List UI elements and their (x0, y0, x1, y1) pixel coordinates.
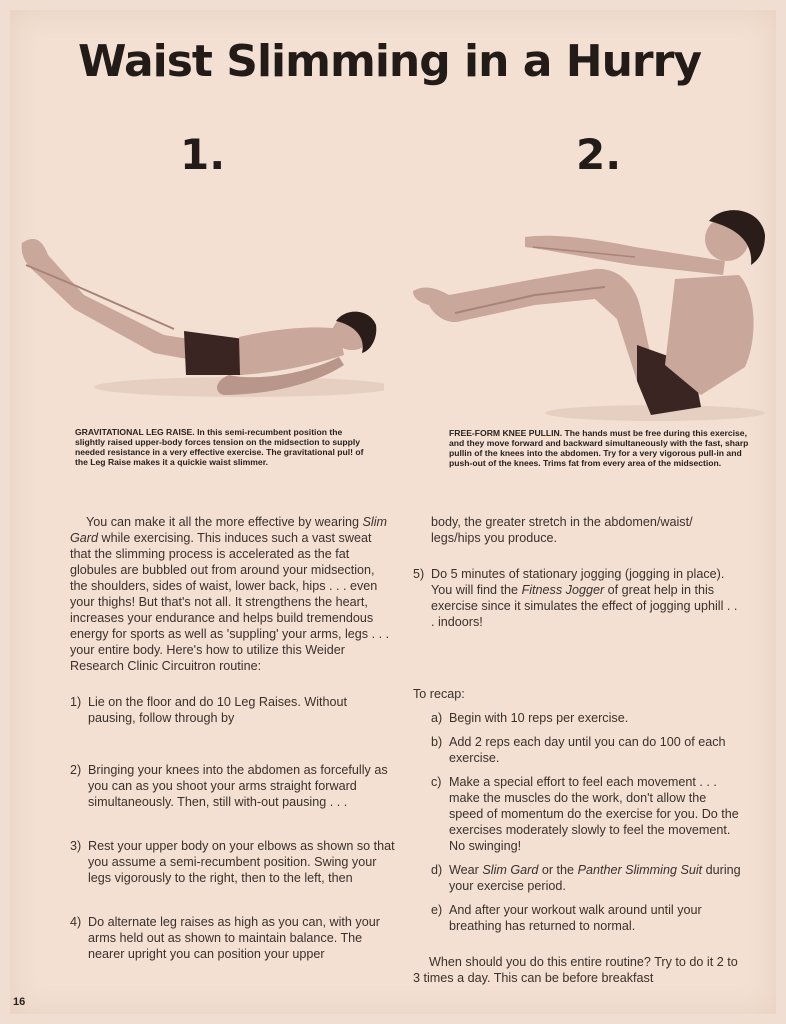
product-panther-suit: Panther Slimming Suit (577, 863, 703, 877)
exercise-number-2: 2. (576, 130, 622, 179)
recap-c: c) Make a special effort to feel each movement . . . make the muscles do the work, don't allow the speed of momentum do the exercise for you. Do the exercises moderately slowly to feel the movement. No swinging! (431, 775, 739, 853)
recap-list (413, 710, 743, 934)
intro-paragraph: You can make it all the more effective by wearing Slim Gard while exercising. This induces such a vast sweat that the slimming process is accelerated as the fat globules are bubbled out from around your midsection, the shoulders, sides of waist, lower back, hips . . . even your thighs! But that's not all. It strengthens the heart, increases your endurance and helps build tremendous energy for sports as well as 'suppling' your arms, legs . . . your entire body. Here's how to utilize this Weider Research Clinic Circuitron routine: (70, 515, 390, 673)
knee-pullin-photo (405, 195, 775, 425)
right-column (413, 514, 743, 986)
product-slim-gard: Slim Gard (70, 515, 388, 545)
step-3: 3) Rest your upper body on your elbows as shown so that you assume a semi-recumbent position. Swing your legs vigorously to the right, then to the left, then (70, 839, 395, 885)
product-slim-gard-2: Slim Gard (482, 863, 539, 877)
recap-heading: To recap: (413, 687, 465, 701)
recap-a: a) Begin with 10 reps per exercise. (431, 711, 629, 725)
left-column (70, 514, 395, 962)
step-2: 2) Bringing your knees into the abdomen as forcefully as you can as you shoot your arms straight forward simultaneously. Then, still with-out pausing . . . (70, 763, 388, 809)
recap-e: e) And after your workout walk around until your breathing has returned to normal. (431, 903, 702, 933)
page-title: Waist Slimming in a Hurry (78, 36, 702, 87)
exercise-number-1: 1. (180, 130, 226, 179)
product-fitness-jogger: Fitness Jogger (521, 583, 605, 597)
step-5: 5) Do 5 minutes of stationary jogging (jogging in place). You will find the Fitness Jogger of great help in this exercise since it simulates the effect of jogging uphill . . . indoors! (413, 567, 738, 629)
step-4-continued: body, the greater stretch in the abdomen/waist/ legs/hips you produce. (431, 515, 693, 545)
caption-leg-raise: GRAVITATIONAL LEG RAISE. In this semi-recumbent position the slightly raised upper-body forces tension on the midsection to supply needed resistance in a very effective exercise. The gravitational pul! of the Leg Raise makes it a quickie waist slimmer. (75, 427, 364, 467)
recap-b: b) Add 2 reps each day until you can do 100 of each exercise. (431, 735, 726, 765)
step-1: 1) Lie on the floor and do 10 Leg Raises. Without pausing, follow through by (70, 695, 348, 725)
caption-knee-pullin: FREE-FORM KNEE PULLIN. The hands must be free during this exercise, and they move forward and backward simultaneously with the fast, sharp pullin of the knees into the abdomen. Try for a very vigorous pull-in and push-out of the knees. Trims fat from every area of the midsection. (449, 428, 749, 468)
recap-d: d) Wear Slim Gard or the Panther Slimming Suit during your exercise period. (431, 863, 741, 893)
step-4: 4) Do alternate leg raises as high as you can, with your arms held out as shown to maintain balance. The nearer upright you can position your upper (70, 915, 380, 961)
leg-raise-photo (14, 225, 384, 410)
closing-paragraph: When should you do this entire routine? Try to do it 2 to 3 times a day. This can be before breakfast (413, 955, 738, 985)
page-number: 16 (13, 996, 26, 1008)
